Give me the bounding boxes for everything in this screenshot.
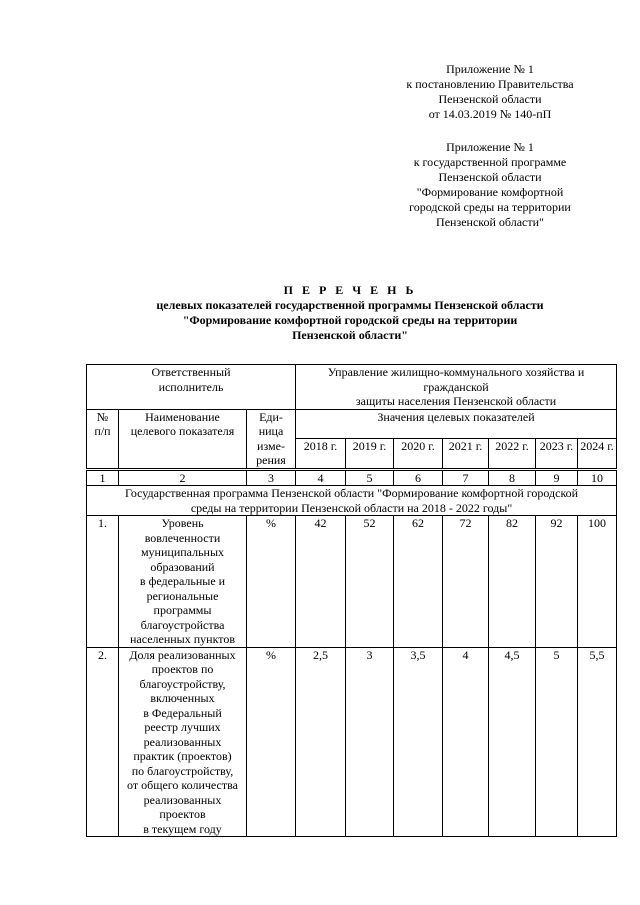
- col-number: 7: [443, 469, 489, 486]
- row-value: 2,5: [296, 647, 346, 837]
- row-value: 4,5: [489, 647, 536, 837]
- appendix-resolution: Приложение № 1 к постановлению Правительства Пензенской области от 14.03.2019 № 140-пП: [406, 62, 574, 121]
- row-value: 52: [346, 516, 394, 648]
- table-row: [87, 516, 617, 648]
- year-cell: 2022 г.: [489, 438, 536, 469]
- row-num: 2.: [87, 647, 119, 837]
- year-cell: 2020 г.: [394, 438, 443, 469]
- header-num: № п/п: [87, 409, 119, 469]
- responsible-row: [87, 365, 617, 410]
- title-line-1: целевых показателей государственной программы Пензенской области: [156, 298, 544, 312]
- program-title: Государственная программа Пензенской области "Формирование комфортной городской среды на территории Пензенской области на 2018 - 2022 годы": [87, 486, 617, 516]
- row-value: 42: [296, 516, 346, 648]
- document-title: [80, 283, 620, 343]
- column-numbers-row: [87, 469, 617, 486]
- row-value: 5: [536, 647, 578, 837]
- col-number: 9: [536, 469, 578, 486]
- header-name: Наименование целевого показателя: [119, 409, 247, 469]
- header-row: [87, 409, 617, 438]
- appendix-program: Приложение № 1 к государственной программе Пензенской области "Формирование комфортной городской среды на территории Пензенской области": [409, 140, 571, 229]
- title-line-3: Пензенской области": [292, 328, 408, 342]
- col-number: 8: [489, 469, 536, 486]
- header-unit: Еди- ница изме- рения: [247, 409, 296, 469]
- program-row: [87, 486, 617, 516]
- row-value: 92: [536, 516, 578, 648]
- row-value: 3,5: [394, 647, 443, 837]
- col-number: 1: [87, 469, 119, 486]
- col-number: 2: [119, 469, 247, 486]
- title-line-2: "Формирование комфортной городской среды на территории: [182, 313, 518, 327]
- row-value: 82: [489, 516, 536, 648]
- year-cell: 2019 г.: [346, 438, 394, 469]
- row-value: 4: [443, 647, 489, 837]
- year-cell: 2018 г.: [296, 438, 346, 469]
- col-number: 3: [247, 469, 296, 486]
- col-number: 4: [296, 469, 346, 486]
- row-value: 62: [394, 516, 443, 648]
- title-heading: П Е Р Е Ч Е Н Ь: [283, 283, 417, 297]
- row-value: 72: [443, 516, 489, 648]
- row-value: 100: [578, 516, 617, 648]
- row-value: 5,5: [578, 647, 617, 837]
- year-cell: 2024 г.: [578, 438, 617, 469]
- row-name: Уровень вовлеченности муниципальных образований в федеральные и региональные программы благоустройства населенных пунктов: [119, 516, 247, 648]
- row-value: 3: [346, 647, 394, 837]
- row-name: Доля реализованных проектов по благоустройству, включенных в Федеральный реестр лучших реализованных практик (проектов) по благоустройству, от общего количества реализованных проектов в текущем году: [119, 647, 247, 837]
- row-unit: %: [247, 516, 296, 648]
- year-cell: 2023 г.: [536, 438, 578, 469]
- responsible-value: Управление жилищно-коммунального хозяйства и гражданской защиты населения Пензенской области: [296, 365, 617, 410]
- year-cell: 2021 г.: [443, 438, 489, 469]
- header-values: Значения целевых показателей: [296, 409, 617, 438]
- col-number: 5: [346, 469, 394, 486]
- col-number: 6: [394, 469, 443, 486]
- table-row: [87, 647, 617, 837]
- indicators-table: [86, 364, 617, 837]
- row-num: 1.: [87, 516, 119, 648]
- col-number: 10: [578, 469, 617, 486]
- responsible-label: Ответственный исполнитель: [87, 365, 296, 410]
- row-unit: %: [247, 647, 296, 837]
